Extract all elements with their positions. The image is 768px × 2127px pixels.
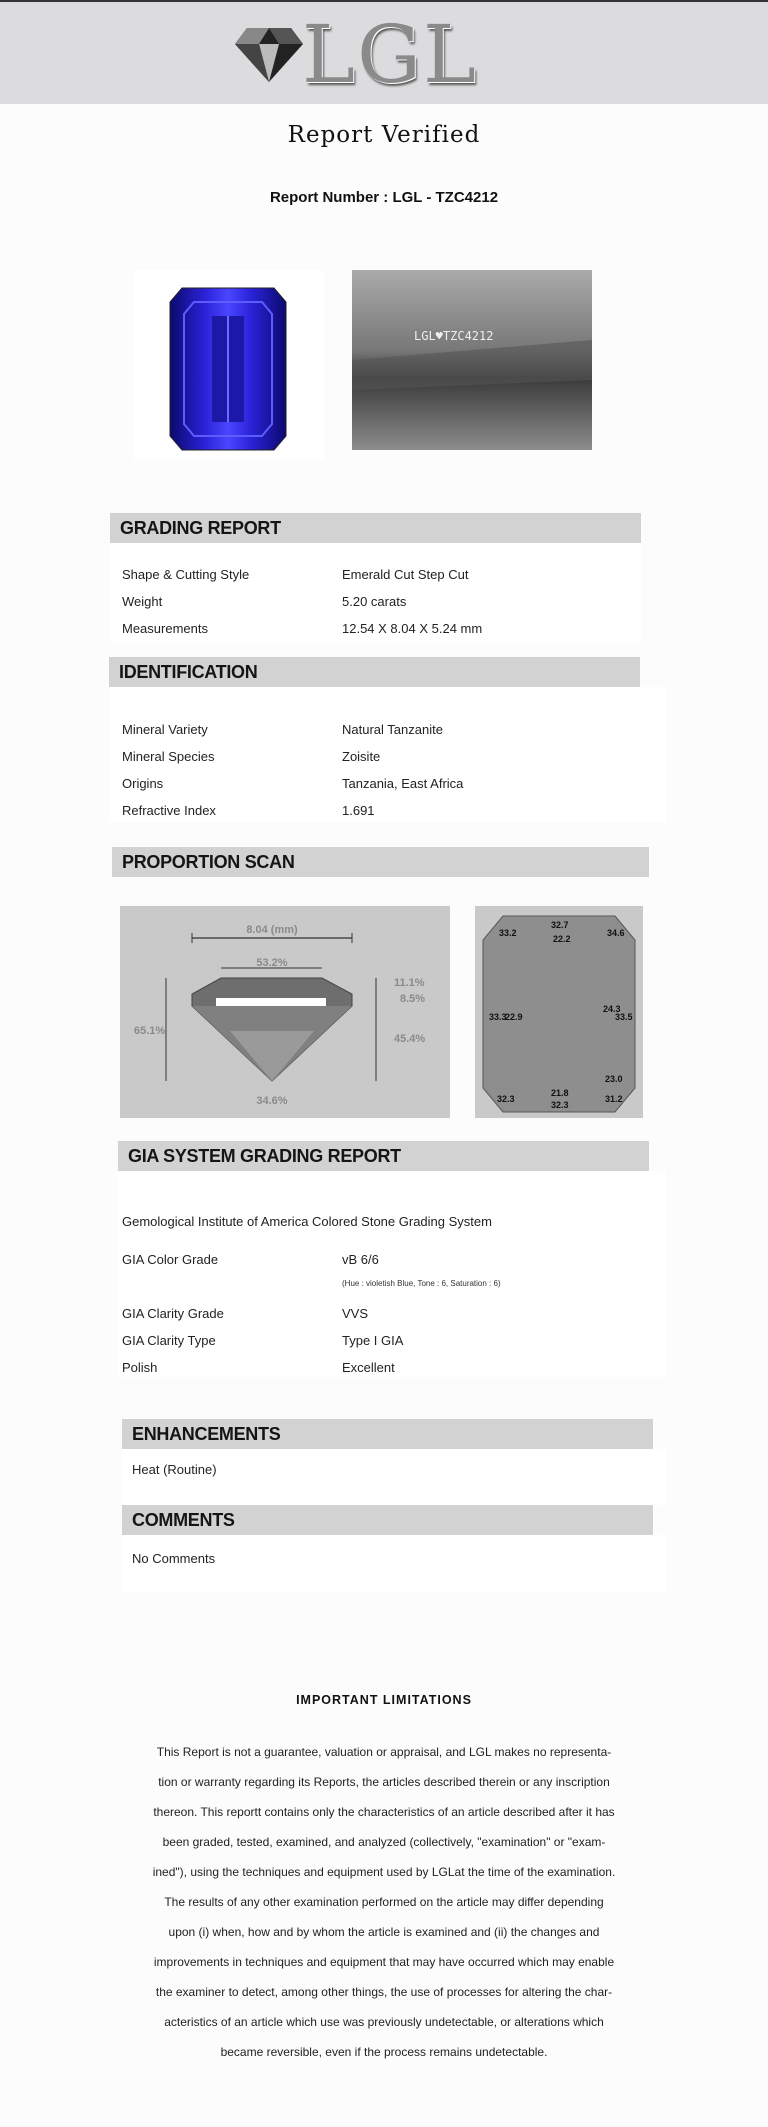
origin-label: Origins: [122, 776, 164, 791]
weight-label: Weight: [122, 594, 163, 609]
depth-label: 65.1%: [134, 1025, 166, 1037]
top-br: 31.2: [605, 1094, 623, 1104]
limitations-line: This Report is not a guarantee, valuation or appraisal, and LGL makes no representa-: [156, 1745, 612, 1759]
top-bl: 32.3: [497, 1094, 515, 1104]
top-ml2: 22.9: [505, 1012, 523, 1022]
page-title: Report Verified: [287, 122, 481, 148]
ri-value: 1.691: [342, 803, 375, 818]
table-label: 53.2%: [256, 957, 288, 969]
shape-value: Emerald Cut Step Cut: [342, 567, 469, 582]
inscription-text: LGL♥TZC4212: [414, 329, 494, 343]
polish-value: Excellent: [342, 1360, 395, 1375]
clarity-grade-value: VVS: [342, 1306, 369, 1321]
clarity-type-value: Type I GIA: [342, 1333, 404, 1348]
limitations-line: became reversible, even if the process remains undetectable.: [220, 2045, 548, 2059]
proportion-side-diagram: [120, 906, 450, 1118]
proportion-top-diagram: [475, 906, 643, 1118]
report-number: Report Number : LGL - TZC4212: [269, 189, 499, 206]
limitations-line: the examiner to detect, among other things, the use of processes for altering the char-: [155, 1985, 613, 1999]
limitations-line: ined"), using the techniques and equipment used by LGLat the time of the examination.: [152, 1865, 616, 1879]
grading-report-header: GRADING REPORT: [110, 513, 641, 543]
ri-label: Refractive Index: [122, 803, 216, 818]
shape-label: Shape & Cutting Style: [122, 567, 250, 582]
limitations-line: been graded, tested, examined, and analyzed (collectively, "examination" or "exam-: [162, 1835, 606, 1849]
color-grade-note: (Hue : violetish Blue, Tone : 6, Saturation : 6): [342, 1279, 501, 1288]
enhancements-panel: [122, 1449, 666, 1505]
culet-label: 34.6%: [256, 1095, 288, 1107]
top-tr: 34.6: [607, 928, 625, 938]
limitations-text: [118, 1737, 650, 2067]
top-tc2: 22.2: [553, 934, 571, 944]
measurements-label: Measurements: [122, 621, 208, 636]
comments-text: No Comments: [132, 1551, 216, 1566]
species-label: Mineral Species: [122, 749, 215, 764]
limitations-line: tion or warranty regarding its Reports, the articles described therein or any inscription: [158, 1775, 610, 1789]
color-grade-value: vB 6/6: [342, 1252, 379, 1267]
crown-label: 11.1%: [394, 977, 425, 989]
color-grade-label: GIA Color Grade: [122, 1252, 219, 1267]
top-mr2: 33.5: [615, 1012, 633, 1022]
limitations-line: upon (i) when, how and by whom the article is examined and (ii) the changes and: [168, 1925, 600, 1939]
proportion-scan-header: PROPORTION SCAN: [112, 847, 649, 877]
limitations-line: improvements in techniques and equipment that may have occurred which may enable: [153, 1955, 615, 1969]
brand-logo: LGL: [302, 8, 479, 101]
variety-value: Natural Tanzanite: [342, 722, 443, 737]
girdle-label: 8.5%: [400, 993, 426, 1005]
top-bc1: 21.8: [551, 1088, 569, 1098]
comments-header: COMMENTS: [122, 1505, 653, 1535]
measurements-value: 12.54 X 8.04 X 5.24 mm: [342, 621, 483, 636]
header-bar: [0, 0, 768, 104]
identification-header: IDENTIFICATION: [109, 657, 640, 687]
origin-value: Tanzania, East Africa: [342, 776, 464, 791]
diamond-logo-icon: [233, 24, 305, 84]
limitations-line: thereon. This reportt contains only the characteristics of an article described after it has: [153, 1805, 615, 1819]
top-br1: 23.0: [605, 1074, 623, 1084]
top-ml: 33.3: [489, 1012, 507, 1022]
clarity-type-label: GIA Clarity Type: [122, 1333, 216, 1348]
species-value: Zoisite: [342, 749, 381, 764]
enhancements-header: ENHANCEMENTS: [122, 1419, 653, 1449]
polish-label: Polish: [122, 1360, 158, 1375]
inscription-photo: [352, 270, 592, 450]
variety-label: Mineral Variety: [122, 722, 208, 737]
top-tc1: 32.7: [551, 920, 569, 930]
limitations-line: The results of any other examination performed on the article may differ depending: [164, 1895, 604, 1909]
weight-value: 5.20 carats: [342, 594, 407, 609]
pavilion-label: 45.4%: [394, 1033, 426, 1045]
enhancements-text: Heat (Routine): [132, 1462, 217, 1477]
gemstone-image: [134, 270, 324, 460]
clarity-grade-label: GIA Clarity Grade: [122, 1306, 224, 1321]
gia-intro: Gemological Institute of America Colored Stone Grading System: [122, 1214, 492, 1229]
limitations-line: acteristics of an article which use was previously undetectable, or alterations which: [164, 2015, 604, 2029]
width-label: 8.04 (mm): [246, 924, 298, 936]
top-tl: 33.2: [499, 928, 517, 938]
top-bc2: 32.3: [551, 1100, 569, 1110]
top-mr1: 24.3: [603, 1004, 621, 1014]
limitations-title: IMPORTANT LIMITATIONS: [296, 1693, 472, 1707]
gia-header: GIA SYSTEM GRADING REPORT: [118, 1141, 649, 1171]
